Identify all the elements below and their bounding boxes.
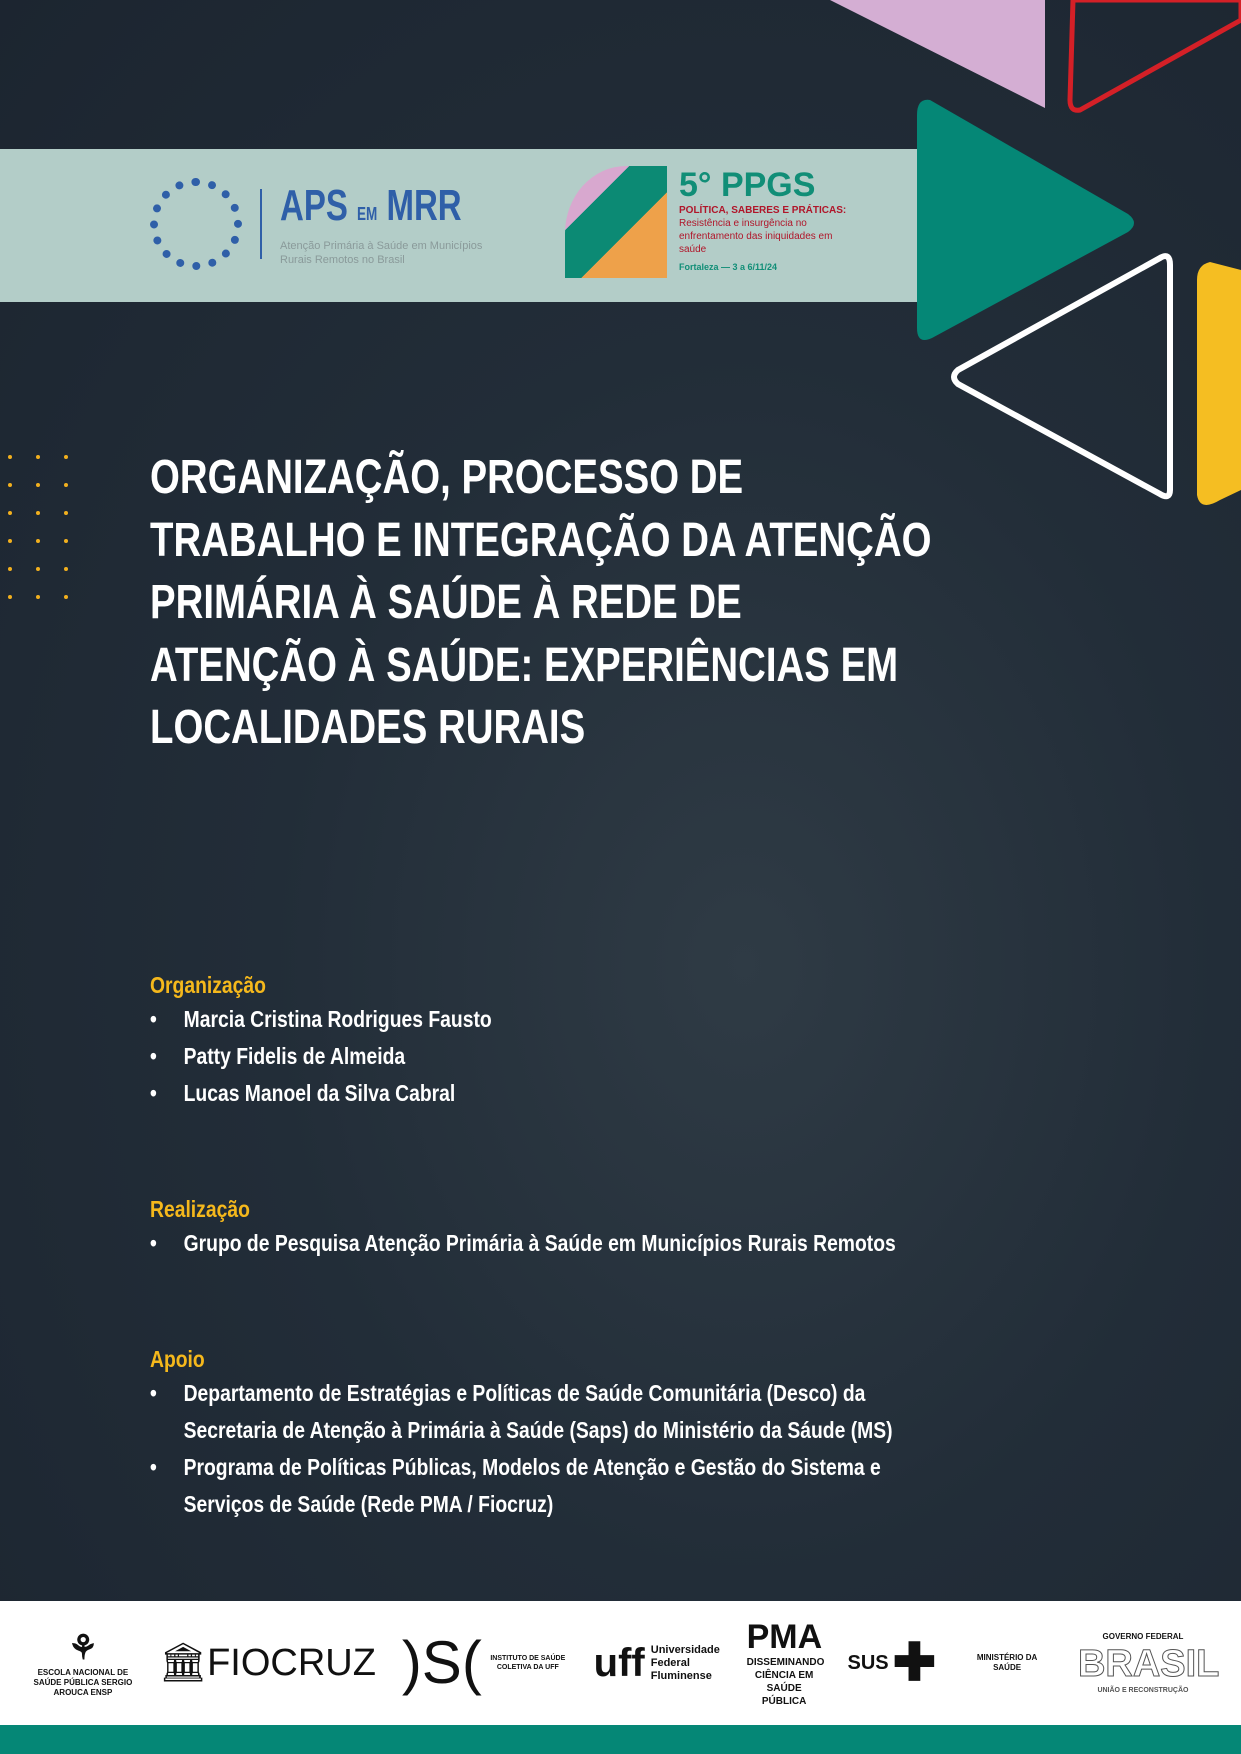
section-heading: Organização [150,972,266,998]
aps-name-2: MRR [386,181,462,230]
list-item: • Marcia Cristina Rodrigues Fausto [150,1001,990,1038]
page-title [150,447,1030,760]
ministerio-saude-logo: MINISTÉRIO DA SAÚDE [976,1653,1038,1672]
section-heading: Apoio [150,1346,205,1372]
list-item: • Grupo de Pesquisa Atenção Primária à Saúde em Municípios Rurais Remotos [150,1225,990,1262]
gov-brasil: BRASIL [1077,1642,1220,1685]
ensp-logo [33,1628,133,1698]
uff-text: Universidade Federal Fluminense [650,1643,720,1682]
pink-triangle [830,0,1045,108]
ppgs-theme: POLÍTICA, SABERES E PRÁTICAS: [679,205,847,216]
ppgs-title: 5° PPGS [679,166,816,204]
bottom-teal-strip [0,1725,1241,1754]
aps-name-1: APS [280,181,348,230]
logo-divider [260,189,262,259]
governo-federal-logo [1077,1631,1220,1695]
title-line: PRIMÁRIA À SAÚDE À REDE DE [150,576,742,629]
isc-logo [402,1628,568,1698]
ppgs-logo [565,166,849,278]
list-item: • Programa de Políticas Públicas, Modelos de Atenção e Gestão do Sistema e Serviços de Saúde (Rede PMA / Fiocruz) [150,1449,956,1523]
ensp-text: ESCOLA NACIONAL DE SAÚDE PÚBLICA SERGIO AROUCA ENSP [33,1668,133,1697]
section-apoio [150,1343,956,1523]
ppgs-artwork [565,166,667,278]
gov-top: GOVERNO FEDERAL [1102,1631,1184,1641]
teal-triangle [917,100,1134,340]
ensp-figures-icon: ⚘ [67,1629,99,1667]
section-realizacao [150,1193,990,1262]
title-line: ORGANIZAÇÃO, PROCESSO DE [150,451,744,504]
aps-subtitle: Atenção Primária à Saúde em Municípios Rurais Remotos no Brasil [280,240,483,266]
sus-text: SUS [847,1652,889,1674]
ppgs-subtheme: Resistência e insurgência no enfrentamento das iniquidades em saúde [679,218,833,255]
pma-mark: PMA [746,1618,823,1656]
aps-em: EM [357,204,378,224]
uff-logo [594,1640,721,1686]
yellow-triangle [1197,262,1241,505]
list-item: • Patty Fidelis de Almeida [150,1038,990,1075]
sus-cross-icon: ✚ [892,1634,937,1692]
list-item: • Lucas Manoel da Silva Cabral [150,1075,990,1112]
pma-text: DISSEMINANDO CIÊNCIA EM SAÚDE PÚBLICA [746,1657,825,1707]
red-outline-triangle [1070,0,1241,110]
dot-grid-decoration [8,455,92,599]
fiocruz-logo [159,1641,376,1685]
list-item: • Departamento de Estratégias e Políticas de Saúde Comunitária (Desco) da Secretaria de Atenção à Primária à Saúde (Saps) do Ministério da Sáude (MS) [150,1375,956,1449]
title-line: ATENÇÃO À SAÚDE: EXPERIÊNCIAS EM [150,638,899,692]
title-line: LOCALIDADES RURAIS [150,701,586,754]
sus-logo [848,1634,937,1692]
aps-mrr-logo [150,178,522,270]
aps-name [280,181,462,239]
title-line: TRABALHO E INTEGRAÇÃO DA ATENÇÃO [150,513,932,567]
ppgs-date: Fortaleza — 3 a 6/11/24 [679,262,778,272]
aps-ring-icon [150,178,242,270]
isc-mark-icon: )S( [401,1629,482,1696]
section-heading: Realização [150,1196,250,1222]
pma-logo [746,1618,825,1708]
section-organizacao [150,969,990,1112]
fiocruz-text: FIOCRUZ [207,1642,376,1684]
fiocruz-castle-icon: 🏛 [158,1642,208,1684]
isc-text: INSTITUTO DE SAÚDE COLETIVA DA UFF [490,1655,566,1671]
uff-mark: uff [593,1641,645,1685]
gov-bottom: UNIÃO E RECONSTRUÇÃO [1097,1686,1189,1694]
partner-logos [0,1601,1241,1725]
